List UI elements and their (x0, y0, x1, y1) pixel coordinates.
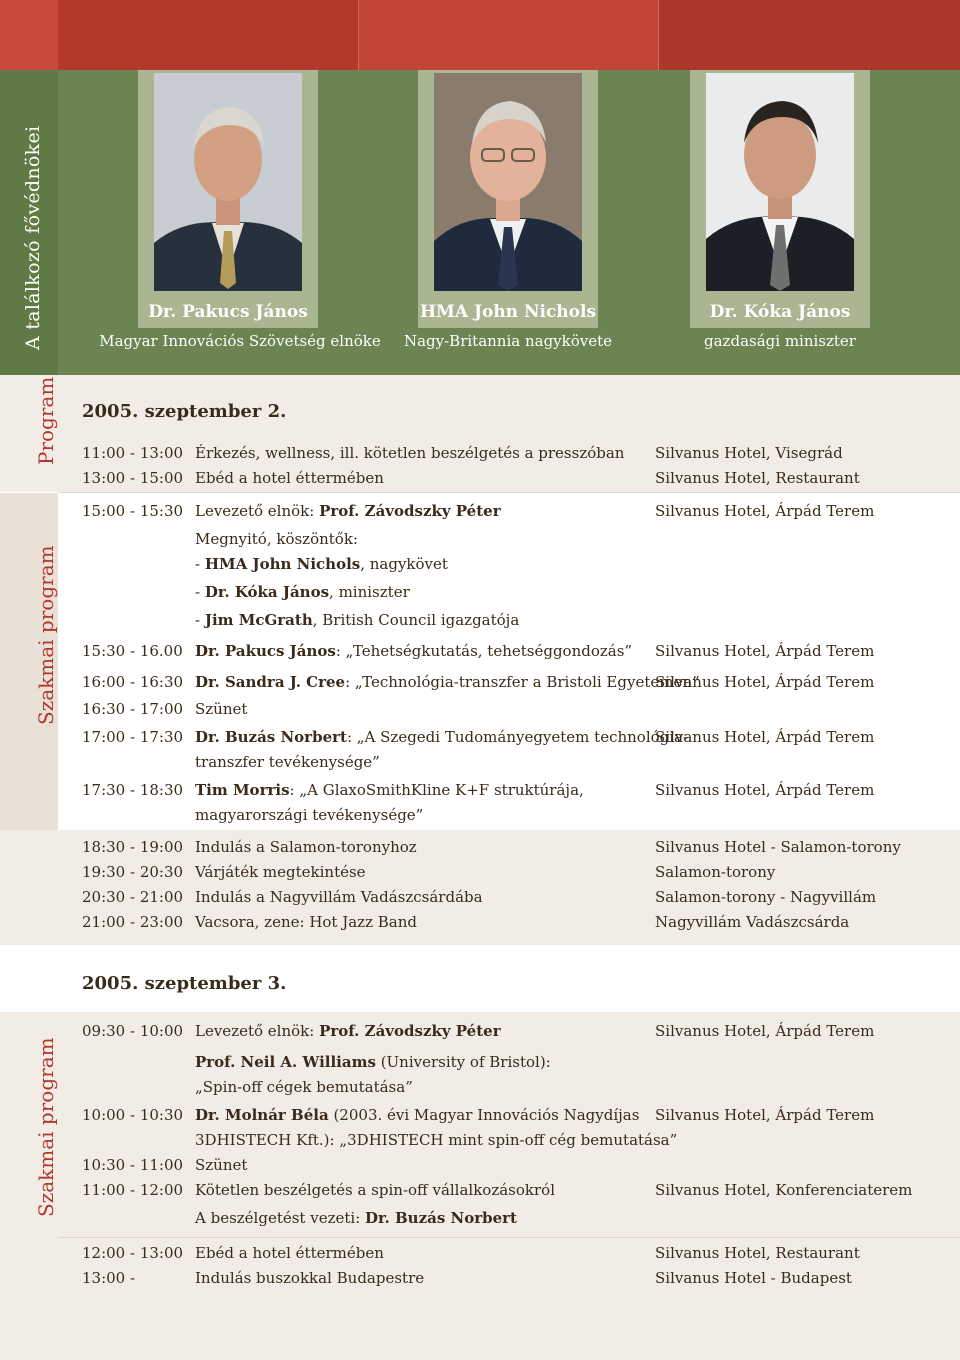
schedule-desc: Szünet (195, 700, 248, 718)
schedule-desc (195, 502, 501, 520)
patron-card (690, 70, 870, 328)
top-decor-bar (0, 0, 960, 70)
schedule-time: 16:00 - 16:30 (82, 673, 184, 691)
greeting-line (195, 611, 519, 629)
desc-prefix: Levezető elnök: (195, 1022, 320, 1040)
top-decor-cell (658, 0, 960, 70)
schedule-location: Salamon-torony (655, 863, 776, 881)
desc-prefix: A beszélgetést vezeti: (195, 1209, 366, 1227)
top-decor-separator (658, 0, 659, 70)
schedule-location: Silvanus Hotel, Árpád Terem (655, 781, 875, 799)
desc-suffix: , miniszter (329, 583, 410, 601)
speaker-name: Prof. Neil A. Williams (195, 1053, 376, 1071)
szakmai-side (0, 493, 58, 830)
schedule-location: Silvanus Hotel, Árpád Terem (655, 1022, 875, 1040)
schedule-desc: Indulás a Nagyvillám Vadászcsárdába (195, 888, 483, 906)
schedule-time: 15:30 - 16.00 (82, 642, 183, 660)
schedule-time: 15:00 - 15:30 (82, 502, 184, 520)
evening-side (0, 830, 58, 945)
patron-role: gazdasági miniszter (704, 332, 856, 350)
desc-suffix: , British Council igazgatója (312, 611, 520, 629)
schedule-location: Silvanus Hotel, Árpád Terem (655, 502, 875, 520)
schedule-location: Salamon-torony - Nagyvillám (655, 888, 877, 906)
patron-name: Dr. Pakucs János (148, 302, 308, 322)
schedule-desc: Ebéd a hotel éttermében (195, 469, 384, 487)
schedule-time: 11:00 - 13:00 (82, 444, 184, 462)
top-decor-cell (58, 0, 358, 70)
speaker-name: Dr. Molnár Béla (195, 1106, 329, 1124)
schedule-desc: Vacsora, zene: Hot Jazz Band (195, 913, 417, 931)
schedule-location: Silvanus Hotel, Árpád Terem (655, 728, 875, 746)
patron-role: Nagy-Britannia nagykövete (403, 332, 613, 350)
schedule-location: Silvanus Hotel, Restaurant (655, 1244, 860, 1262)
schedule-time: 10:00 - 10:30 (82, 1106, 184, 1124)
schedule-desc: Érkezés, wellness, ill. kötetlen beszélgetés a presszóban (195, 444, 625, 462)
schedule-location: Silvanus Hotel, Restaurant (655, 469, 860, 487)
patrons-side-strip (0, 70, 58, 375)
desc-suffix: (University of Bristol): (375, 1053, 551, 1071)
schedule-desc: Kötetlen beszélgetés a spin-off vállalkozásokról (195, 1181, 555, 1199)
day2-side (0, 1012, 58, 1360)
speaker-name: Prof. Závodszky Péter (319, 502, 501, 520)
speaker-name: Dr. Buzás Norbert (195, 728, 347, 746)
szakmai-side-label: Szakmai program (34, 545, 58, 725)
schedule-time: 11:00 - 12:00 (82, 1181, 184, 1199)
speaker-name: Prof. Závodszky Péter (319, 1022, 501, 1040)
speaker-name: HMA John Nichols (204, 555, 361, 573)
desc-prefix: - (195, 555, 205, 573)
schedule-desc: Várjáték megtekintése (195, 863, 366, 881)
day2-date: 2005. szeptember 3. (82, 973, 287, 994)
schedule-desc (195, 1209, 517, 1227)
patron-photo (706, 73, 854, 291)
schedule-time: 17:00 - 17:30 (82, 728, 184, 746)
schedule-time: 20:30 - 21:00 (82, 888, 184, 906)
greeting-line (195, 555, 448, 573)
program-side-label: Program (34, 376, 58, 465)
schedule-location: Nagyvillám Vadászcsárda (655, 913, 850, 931)
schedule-location: Silvanus Hotel, Árpád Terem (655, 1106, 875, 1124)
talk-title-cont: magyarországi tevékenysége” (195, 806, 424, 824)
top-decor-cell (0, 0, 58, 70)
schedule-desc: Ebéd a hotel éttermében (195, 1244, 384, 1262)
greeting-line (195, 583, 410, 601)
schedule-time: 13:00 - 15:00 (82, 469, 184, 487)
schedule-desc: Indulás a Salamon-toronyhoz (195, 838, 417, 856)
talk-title-cont: transzfer tevékenysége” (195, 753, 380, 771)
schedule-time: 09:30 - 10:00 (82, 1022, 184, 1040)
desc-suffix: , nagykövet (360, 555, 448, 573)
schedule-desc (195, 673, 700, 691)
talk-title: : „Tehetségkutatás, tehetséggondozás” (335, 642, 633, 660)
schedule-location: Silvanus Hotel - Budapest (655, 1269, 852, 1287)
program-side (0, 375, 58, 492)
patron-card (138, 70, 318, 328)
schedule-desc (195, 781, 584, 799)
top-decor-cell (358, 0, 658, 70)
desc-prefix: Levezető elnök: (195, 502, 320, 520)
schedule-location: Silvanus Hotel, Árpád Terem (655, 673, 875, 691)
schedule-desc (195, 642, 632, 660)
patron-card (418, 70, 598, 328)
schedule-location: Silvanus Hotel, Árpád Terem (655, 642, 875, 660)
patron-photo (154, 73, 302, 291)
schedule-time: 10:30 - 11:00 (82, 1156, 184, 1174)
schedule-location: Silvanus Hotel - Salamon-torony (655, 838, 901, 856)
talk-title: : „A GlaxoSmithKline K+F struktúrája, (289, 781, 584, 799)
schedule-time: 16:30 - 17:00 (82, 700, 184, 718)
desc-prefix: - (195, 611, 205, 629)
schedule-desc (195, 728, 688, 746)
schedule-location: Silvanus Hotel, Konferenciaterem (655, 1181, 913, 1199)
schedule-desc (195, 1022, 501, 1040)
patron-photo (434, 73, 582, 291)
speaker-name: Jim McGrath (204, 611, 313, 629)
schedule-desc: Szünet (195, 1156, 248, 1174)
talk-title: : „Technológia-transzfer a Bristoli Egyetemen” (345, 673, 700, 691)
patron-name: Dr. Kóka János (709, 302, 851, 322)
schedule-time: 12:00 - 13:00 (82, 1244, 184, 1262)
schedule-desc (195, 1106, 639, 1124)
speaker-name: Tim Morris (195, 781, 290, 799)
section-divider (58, 492, 960, 493)
talk-title-cont: 3DHISTECH Kft.): „3DHISTECH mint spin-off cég bemutatása” (195, 1131, 678, 1149)
schedule-desc (195, 1053, 551, 1071)
patrons-section (0, 70, 960, 375)
talk-title: : „A Szegedi Tudományegyetem technológia- (346, 728, 689, 746)
section-divider (58, 1237, 960, 1238)
opening-heading: Megnyitó, köszöntők: (195, 530, 358, 548)
schedule-time: 18:30 - 19:00 (82, 838, 184, 856)
schedule-desc: Indulás buszokkal Budapestre (195, 1269, 425, 1287)
patron-role: Magyar Innovációs Szövetség elnöke (99, 332, 381, 350)
patron-name: HMA John Nichols (419, 302, 597, 322)
desc-suffix: (2003. évi Magyar Innovációs Nagydíjas (328, 1106, 640, 1124)
schedule-time: 13:00 - (82, 1269, 136, 1287)
schedule-time: 21:00 - 23:00 (82, 913, 184, 931)
schedule-time: 19:30 - 20:30 (82, 863, 184, 881)
speaker-name: Dr. Buzás Norbert (365, 1209, 517, 1227)
szakmai-side-label: Szakmai program (34, 1037, 58, 1217)
top-decor-separator (358, 0, 359, 70)
schedule-location: Silvanus Hotel, Visegrád (655, 444, 843, 462)
day1-date: 2005. szeptember 2. (82, 401, 287, 422)
talk-title-cont: „Spin-off cégek bemutatása” (195, 1078, 413, 1096)
patrons-label: A találkozó fővédnökei (22, 125, 44, 350)
speaker-name: Dr. Sandra J. Cree (195, 673, 346, 691)
speaker-name: Dr. Kóka János (204, 583, 330, 601)
schedule-time: 17:30 - 18:30 (82, 781, 184, 799)
desc-prefix: - (195, 583, 205, 601)
speaker-name: Dr. Pakucs János (195, 642, 336, 660)
